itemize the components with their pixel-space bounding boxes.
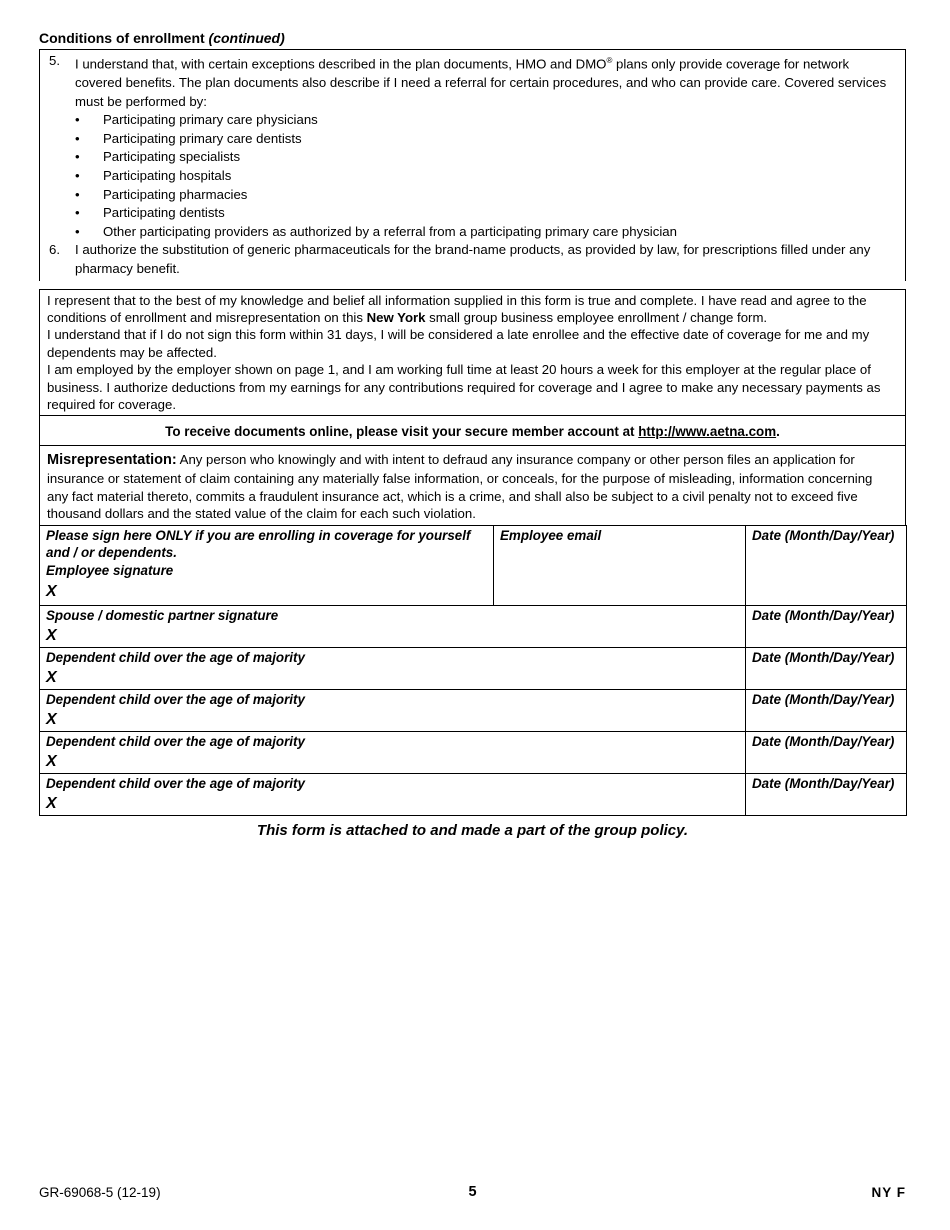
employee-signature-cell[interactable]	[40, 525, 494, 605]
date-label: Date (Month/Day/Year)	[752, 607, 895, 623]
dependent-signature-row	[40, 647, 907, 689]
condition-number: 6.	[49, 242, 60, 258]
misrepresentation-box	[39, 446, 906, 524]
condition-text-continued: plans only provide coverage for network covered benefits. The plan documents also describe if I need a referral for certain procedures, and who can provide care. Covered services must be performed by:	[75, 56, 887, 109]
online-notice-end: .	[776, 424, 780, 440]
declaration-text: small group business employee enrollment / change form.	[425, 309, 768, 325]
employee-email-label: Employee email	[500, 527, 602, 543]
dependent-date-cell[interactable]	[746, 647, 907, 689]
dependent-signature-cell[interactable]	[40, 689, 746, 731]
declaration-paragraph: I understand that if I do not sign this form within 31 days, I will be considered a late enrollee and the effective date of coverage for me and my dependents may be affected.	[47, 327, 870, 360]
aetna-website-link[interactable]: http://www.aetna.com	[638, 424, 777, 440]
spouse-date-cell[interactable]	[746, 605, 907, 647]
dependent-date-cell[interactable]	[746, 773, 907, 815]
dependent-signature-label: Dependent child over the age of majority	[46, 649, 305, 665]
declaration-paragraph: I am employed by the employer shown on page 1, and I am working full time at least 20 hours a week for this employer at the regular place of business. I authorize deductions from my earnings for any contributions required for coverage and I agree to make any necessary payments as required for coverage.	[47, 362, 881, 412]
employee-instruction: Please sign here ONLY if you are enrolling in coverage for yourself and / or dependents.	[46, 527, 471, 561]
heading-title: Conditions of enrollment	[39, 30, 205, 46]
provider-list-item: • Participating hospitals	[75, 167, 897, 186]
signature-x-mark: X	[46, 711, 57, 729]
date-label: Date (Month/Day/Year)	[752, 691, 895, 707]
registered-mark: ®	[606, 56, 613, 65]
condition-item-5	[47, 52, 897, 111]
dependent-signature-cell[interactable]	[40, 647, 746, 689]
provider-list-item: • Participating pharmacies	[75, 186, 897, 205]
spouse-signature-row	[40, 605, 907, 647]
provider-list-item: • Participating specialists	[75, 148, 897, 167]
form-code: GR-69068-5 (12-19)	[39, 1185, 161, 1200]
online-notice-text: To receive documents online, please visit your secure member account at	[165, 424, 639, 440]
section-heading	[39, 29, 906, 47]
date-label: Date (Month/Day/Year)	[752, 733, 895, 749]
dependent-signature-row	[40, 773, 907, 815]
signature-x-mark: X	[46, 582, 57, 600]
page-footer	[39, 1183, 906, 1203]
dependent-signature-row	[40, 689, 907, 731]
signature-x-mark: X	[46, 669, 57, 687]
declaration-box	[39, 289, 906, 417]
condition-text: I authorize the substitution of generic pharmaceuticals for the brand-name products, as provided by law, for prescriptions filled under any pharmacy benefit.	[75, 242, 871, 276]
provider-list-item: • Other participating providers as authorized by a referral from a participating primary care physician	[75, 223, 897, 242]
heading-continued: (continued)	[208, 30, 285, 46]
dependent-signature-cell[interactable]	[40, 731, 746, 773]
employee-date-cell[interactable]	[746, 525, 907, 605]
condition-item-6	[47, 241, 897, 278]
online-documents-notice	[39, 416, 906, 446]
group-policy-footnote: This form is attached to and made a part of the group policy.	[256, 821, 689, 839]
provider-list-item: • Participating primary care dentists	[75, 130, 897, 149]
conditions-box	[39, 49, 906, 281]
declaration-text: I represent that to the best of my knowledge and belief all information supplied in this form is true and complete. I have read and agree to the conditions of enrollment and misrepresentation on this	[47, 292, 867, 325]
dependent-date-cell[interactable]	[746, 731, 907, 773]
signature-x-mark: X	[46, 753, 57, 771]
date-label: Date (Month/Day/Year)	[752, 649, 895, 665]
signature-x-mark: X	[46, 795, 57, 813]
misrepresentation-text: Any person who knowingly and with intent to defraud any insurance company or other person files an application for insurance or statement of claim containing any materially false information, or conceals, for the purpose of misleading, information concerning any fact material thereto, commits a fraudulent insurance act, which is a crime, and shall also be subject to a civil penalty not to exceed five thousand dollars and the stated value of the claim for each such violation.	[47, 452, 873, 522]
declaration-paragraph	[47, 292, 897, 327]
spouse-signature-label: Spouse / domestic partner signature	[46, 607, 279, 623]
employee-signature-label: Employee signature	[46, 562, 174, 578]
misrepresentation-title: Misrepresentation:	[47, 452, 177, 469]
provider-list-item: • Participating dentists	[75, 204, 897, 223]
dependent-signature-row	[40, 731, 907, 773]
signature-x-mark: X	[46, 627, 57, 645]
dependent-signature-cell[interactable]	[40, 773, 746, 815]
employee-signature-row	[40, 525, 907, 605]
dependent-signature-label: Dependent child over the age of majority	[46, 775, 305, 791]
dependent-signature-label: Dependent child over the age of majority	[46, 733, 305, 749]
provider-list	[47, 111, 897, 241]
dependent-date-cell[interactable]	[746, 689, 907, 731]
condition-text: I understand that, with certain exceptions described in the plan documents, HMO and DMO	[75, 56, 607, 72]
condition-number: 5.	[49, 53, 60, 68]
state-name: New York	[366, 309, 426, 325]
dependent-signature-label: Dependent child over the age of majority	[46, 691, 305, 707]
spouse-signature-cell[interactable]	[40, 605, 746, 647]
provider-list-item: • Participating primary care physicians	[75, 111, 897, 130]
page-number: 5	[468, 1184, 477, 1200]
employee-email-cell[interactable]	[494, 525, 746, 605]
signature-table	[39, 525, 907, 816]
date-label: Date (Month/Day/Year)	[752, 775, 895, 791]
state-code: NY F	[871, 1185, 906, 1200]
date-label: Date (Month/Day/Year)	[752, 527, 895, 543]
form-page	[39, 29, 906, 839]
